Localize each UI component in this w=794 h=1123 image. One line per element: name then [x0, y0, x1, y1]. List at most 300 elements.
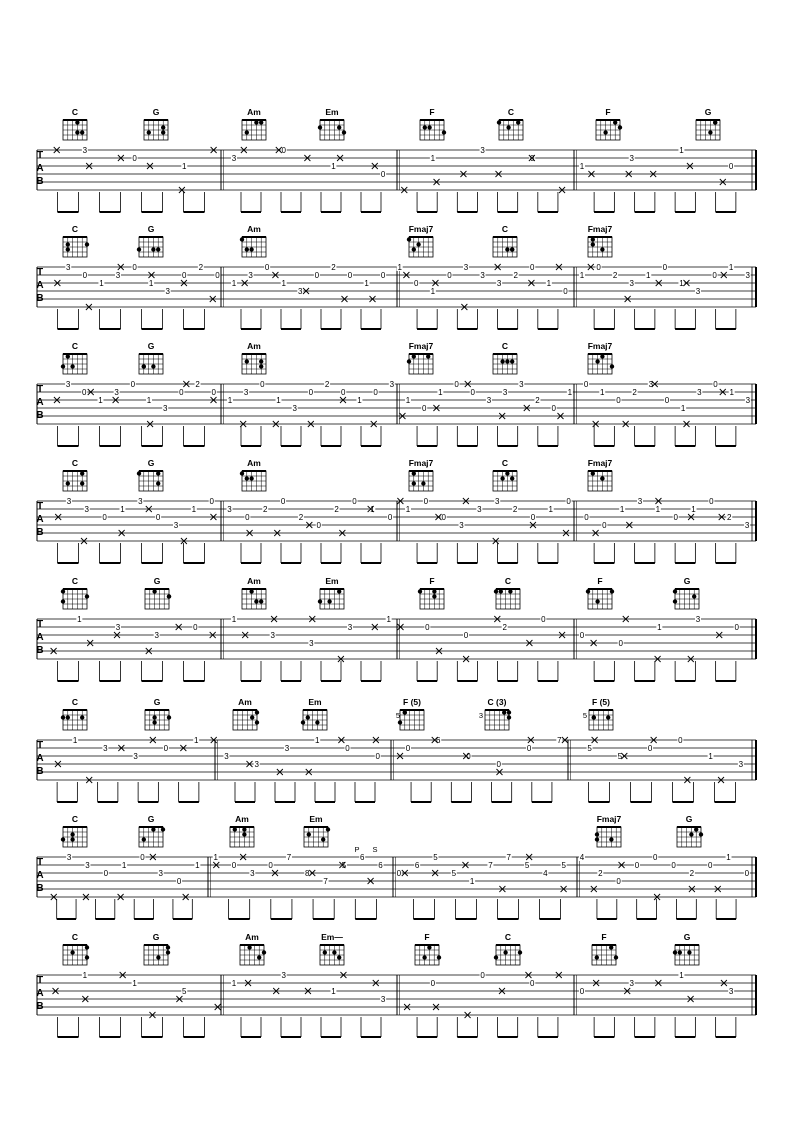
tab-note: 1 — [548, 505, 553, 514]
tab-note: 1 — [657, 623, 662, 632]
chord-diagram — [592, 932, 618, 965]
tab-note: 1 — [120, 505, 125, 514]
chord-diagram — [318, 576, 344, 609]
tab-note: 1 — [386, 615, 391, 624]
rhythm-group — [241, 543, 381, 563]
finger-dot — [70, 950, 74, 954]
chord-name: C — [71, 576, 79, 586]
tab-note: 1 — [331, 987, 336, 996]
tab-note: 3 — [495, 497, 500, 506]
tab-note: 3 — [738, 760, 744, 769]
tab-note: 0 — [496, 760, 502, 769]
tab-note: 1 — [567, 388, 573, 397]
chord-diagram — [596, 107, 622, 140]
rhythm-group — [57, 899, 193, 919]
chord-name: G — [152, 932, 160, 942]
tab-note: 2 — [334, 505, 339, 514]
chord-name: Em — [309, 814, 323, 824]
tab-note: 3 — [133, 752, 138, 761]
tab-note: 3 — [66, 497, 72, 506]
finger-dot — [510, 359, 514, 363]
tab-note: 0 — [82, 388, 87, 397]
chord-diagram — [673, 576, 699, 609]
chord-name: F — [601, 932, 607, 942]
rhythm-group — [594, 1017, 736, 1037]
finger-dot — [442, 130, 446, 134]
tab-note: 0 — [466, 752, 471, 761]
tab-clef-letter: T — [36, 150, 44, 161]
tab-note: 3 — [629, 979, 634, 988]
tab-note: 3 — [158, 869, 163, 878]
finger-dot — [255, 710, 259, 714]
tab-note: 1 — [646, 271, 651, 280]
tab-note: 0 — [647, 744, 653, 753]
tab-note: 2 — [512, 505, 518, 514]
finger-dot — [494, 589, 498, 593]
tab-note: 3 — [250, 869, 255, 878]
finger-dot — [245, 359, 249, 363]
finger-dot — [500, 359, 504, 363]
tab-note: 2 — [632, 388, 637, 397]
tab-note: 0 — [380, 170, 386, 179]
chord-name: C — [501, 341, 509, 351]
tab-system — [36, 224, 756, 329]
finger-dot — [713, 120, 717, 124]
tab-note: 3 — [480, 271, 485, 280]
finger-dot — [503, 950, 507, 954]
finger-dot — [505, 471, 509, 475]
tab-clef-letter: T — [36, 501, 44, 512]
tab-staff — [36, 971, 756, 1037]
rhythm-group — [58, 309, 205, 329]
tab-note: 3 — [502, 388, 508, 397]
tab-note: 3 — [519, 380, 524, 389]
chord-name: C — [504, 576, 512, 586]
chord-name: C — [501, 224, 509, 234]
tab-note: 1 — [281, 279, 286, 288]
tab-note: 1 — [231, 979, 237, 988]
finger-dot — [423, 125, 427, 129]
tab-note: 1 — [82, 971, 88, 980]
finger-dot — [591, 471, 595, 475]
chord-name: Am — [247, 458, 261, 468]
chord-diagram — [420, 107, 446, 140]
tab-note: 0 — [480, 971, 485, 980]
finger-dot — [242, 827, 246, 831]
finger-dot — [494, 955, 498, 959]
tab-note: 0 — [430, 979, 436, 988]
finger-dot — [156, 247, 160, 251]
tab-note: 1 — [691, 505, 696, 514]
chord-name: Em — [325, 107, 339, 117]
chord-diagram — [240, 932, 266, 965]
tab-note: 0 — [712, 271, 717, 280]
chord-diagram — [696, 107, 720, 140]
tab-note: 0 — [530, 154, 535, 163]
finger-dot — [147, 130, 151, 134]
tab-note: 0 — [130, 380, 136, 389]
finger-dot — [242, 832, 246, 836]
chord-diagram — [61, 341, 87, 374]
tab-note: 0 — [281, 146, 286, 155]
fret-position-marker: 3 — [478, 711, 484, 720]
finger-dot — [510, 247, 514, 251]
chord-diagram — [242, 107, 266, 140]
finger-dot — [403, 710, 407, 714]
finger-dot — [673, 950, 677, 954]
chord-name: Fmaj7 — [408, 458, 434, 468]
tab-note: 0 — [316, 521, 321, 530]
tab-note: 3 — [637, 497, 643, 506]
finger-dot — [66, 715, 70, 719]
tab-clef-letter: B — [36, 766, 44, 777]
tab-note: 6 — [359, 853, 365, 862]
tab-note: 3 — [254, 760, 259, 769]
tab-note: 3 — [173, 521, 179, 530]
tab-note: 0 — [280, 497, 286, 506]
chord-name: C — [71, 107, 79, 117]
finger-dot — [595, 359, 599, 363]
rhythm-group — [241, 1017, 381, 1037]
tab-note: 1 — [679, 279, 684, 288]
chord-diagram — [588, 458, 613, 491]
chord-name: C — [504, 932, 512, 942]
tab-note: 0 — [209, 497, 214, 506]
finger-dot — [497, 120, 501, 124]
tab-note: 0 — [596, 263, 601, 272]
tab-staff — [36, 497, 756, 563]
rhythm-group — [58, 1017, 205, 1037]
tab-note: 1 — [357, 396, 362, 405]
chord-diagram — [418, 576, 444, 609]
finger-dot — [603, 130, 607, 134]
chord-diagram — [145, 576, 171, 609]
finger-dot — [75, 120, 79, 124]
tab-note: 1 — [231, 279, 237, 288]
tab-note: 6 — [436, 736, 441, 745]
tab-system — [36, 932, 756, 1037]
tab-clef-letter: B — [36, 176, 44, 187]
tab-note: 3 — [114, 388, 119, 397]
finger-dot — [249, 589, 253, 593]
tab-note: 3 — [347, 623, 353, 632]
finger-dot — [233, 827, 237, 831]
tab-note: 3 — [744, 521, 750, 530]
tab-note: 1 — [438, 388, 443, 397]
tab-note: 0 — [441, 513, 446, 522]
finger-dot — [166, 945, 170, 949]
tab-note: 2 — [263, 505, 268, 514]
tab-note: 0 — [618, 639, 623, 648]
finger-dot — [156, 471, 160, 475]
tab-staff — [36, 263, 756, 329]
rhythm-group — [411, 782, 552, 802]
chord-name: Fmaj7 — [587, 341, 613, 351]
tab-note: 0 — [526, 744, 532, 753]
chord-name: Am — [247, 107, 261, 117]
chord-name: G — [704, 107, 712, 117]
tab-note: 3 — [84, 505, 89, 514]
fret-position-marker: 5 — [582, 711, 588, 720]
finger-dot — [156, 955, 160, 959]
chord-diagram — [595, 814, 622, 847]
tab-staff — [36, 615, 756, 681]
chord-diagram — [137, 458, 163, 491]
chord-name: G — [683, 576, 691, 586]
tab-note: 1 — [227, 396, 233, 405]
tab-note: 3 — [103, 744, 108, 753]
tab-note: 3 — [629, 279, 634, 288]
finger-dot — [259, 364, 263, 368]
finger-dot — [318, 125, 322, 129]
tab-note: 1 — [680, 404, 686, 413]
chord-diagram — [145, 697, 171, 730]
tab-note: 2 — [198, 263, 204, 272]
chord-name: G — [147, 341, 155, 351]
tab-note: 1 — [430, 287, 436, 296]
chord-name: Em — [325, 576, 339, 586]
tab-note: 1 — [231, 615, 237, 624]
tab-note: 0 — [193, 623, 198, 632]
finger-dot — [61, 599, 65, 603]
tab-note: 3 — [85, 861, 90, 870]
finger-dot — [307, 832, 311, 836]
finger-dot — [167, 715, 171, 719]
tab-note: 0 — [211, 388, 216, 397]
chord-name: C — [71, 224, 79, 234]
chord-diagram — [242, 341, 266, 374]
finger-dot — [75, 130, 79, 134]
chord-name: Am — [235, 814, 249, 824]
rhythm-group — [594, 192, 736, 212]
tab-note: 1 — [276, 396, 281, 405]
tab-note: 1 — [331, 162, 336, 171]
tab-note: 1 — [370, 505, 375, 514]
chord-name: G — [153, 576, 161, 586]
rhythm-group — [417, 1017, 558, 1037]
finger-dot — [692, 594, 696, 598]
tab-system — [36, 576, 756, 681]
tab-note: 1 — [148, 279, 154, 288]
tab-note: 3 — [480, 146, 485, 155]
tab-note: 0 — [373, 388, 378, 397]
tab-system — [36, 458, 756, 563]
tab-note: 5 — [182, 987, 187, 996]
tab-note: 1 — [726, 853, 731, 862]
finger-dot — [249, 247, 253, 251]
tab-note: 3 — [728, 987, 734, 996]
tab-note: 7 — [323, 877, 328, 886]
finger-dot — [595, 599, 599, 603]
chord-diagram — [320, 932, 344, 965]
finger-dot — [245, 130, 249, 134]
tab-clef-letter: A — [36, 163, 44, 174]
tab-note: 0 — [707, 861, 713, 870]
chord-name: Fmaj7 — [408, 224, 434, 234]
finger-dot — [499, 589, 503, 593]
tab-note: 5 — [524, 861, 530, 870]
tab-note: 0 — [563, 287, 568, 296]
tab-note: 0 — [709, 497, 714, 506]
tab-note: 0 — [530, 513, 536, 522]
finger-dot — [262, 950, 266, 954]
tab-note: 0 — [102, 513, 107, 522]
tab-clef-letter: T — [36, 267, 44, 278]
finger-dot — [254, 599, 258, 603]
finger-dot — [85, 945, 89, 949]
chord-diagram — [63, 458, 87, 491]
finger-dot — [432, 594, 436, 598]
finger-dot — [673, 599, 677, 603]
chord-name: Am — [245, 932, 259, 942]
rhythm-group — [594, 543, 736, 563]
tab-note: 1 — [546, 279, 552, 288]
tab-note: 0 — [82, 271, 88, 280]
tab-clef-letter: A — [36, 988, 44, 999]
tab-clef-letter: T — [36, 857, 44, 868]
rhythm-group — [58, 426, 205, 446]
finger-dot — [137, 471, 141, 475]
chord-name: Em— — [321, 932, 343, 942]
tab-clef-letter: B — [36, 883, 44, 894]
tab-note: 0 — [584, 513, 589, 522]
tab-note: 3 — [248, 271, 253, 280]
finger-dot — [595, 837, 599, 841]
chord-name: F — [597, 576, 603, 586]
finger-dot — [416, 242, 420, 246]
finger-dot — [259, 359, 263, 363]
chord-name: C — [71, 814, 79, 824]
tab-note: 0 — [530, 263, 535, 272]
finger-dot — [240, 237, 244, 241]
chord-diagram — [301, 697, 327, 730]
chord-diagram — [673, 932, 699, 965]
tab-note: 0 — [447, 271, 452, 280]
finger-dot — [80, 715, 84, 719]
finger-dot — [426, 354, 430, 358]
tab-note: 0 — [347, 271, 353, 280]
tab-note: 0 — [132, 263, 137, 272]
tab-note: 2 — [195, 380, 200, 389]
finger-dot — [592, 715, 596, 719]
tab-note: 1 — [213, 853, 218, 862]
tab-note: 1 — [72, 736, 78, 745]
tab-note: 3 — [298, 287, 303, 296]
finger-dot — [152, 715, 156, 719]
finger-dot — [249, 476, 253, 480]
tab-clef-letter: A — [36, 753, 44, 764]
tab-note: 3 — [745, 396, 751, 405]
chord-name: Fmaj7 — [587, 458, 613, 468]
tab-staff — [36, 380, 756, 446]
finger-dot — [61, 364, 65, 368]
tab-note: 2 — [727, 513, 732, 522]
tab-system — [36, 814, 756, 919]
tab-note: 3 — [243, 388, 249, 397]
finger-dot — [166, 950, 170, 954]
tab-note: 5 — [451, 869, 457, 878]
tab-note: 0 — [541, 615, 546, 624]
chord-diagram — [233, 697, 259, 730]
tab-note: 0 — [387, 513, 393, 522]
tab-clef-letter: B — [36, 1001, 44, 1012]
tab-note: 0 — [664, 396, 670, 405]
tab-note: 1 — [99, 279, 104, 288]
tab-note: 0 — [678, 736, 683, 745]
finger-dot — [421, 481, 425, 485]
finger-dot — [422, 955, 426, 959]
chord-diagram — [61, 576, 89, 609]
tab-note: 1 — [121, 861, 127, 870]
finger-dot — [245, 476, 249, 480]
chord-diagram — [63, 224, 89, 257]
tab-note: 3 — [695, 287, 701, 296]
rhythm-group — [229, 899, 377, 919]
finger-dot — [432, 589, 436, 593]
tab-note: 3 — [459, 521, 464, 530]
tab-note: 0 — [176, 877, 182, 886]
chord-name: Am — [238, 697, 252, 707]
tab-clef-letter: B — [36, 410, 44, 421]
finger-dot — [618, 125, 622, 129]
rhythm-group — [241, 426, 381, 446]
finger-dot — [151, 247, 155, 251]
finger-dot — [337, 955, 341, 959]
finger-dot — [151, 364, 155, 368]
tab-note: 0 — [470, 388, 475, 397]
finger-dot — [507, 710, 511, 714]
technique-marker: P — [354, 845, 360, 854]
finger-dot — [245, 247, 249, 251]
chord-diagram — [61, 814, 87, 847]
rhythm-group — [414, 899, 561, 919]
finger-dot — [609, 837, 613, 841]
finger-dot — [407, 359, 411, 363]
tab-note: 0 — [463, 631, 469, 640]
finger-dot — [610, 589, 614, 593]
finger-dot — [167, 594, 171, 598]
finger-dot — [600, 354, 604, 358]
finger-dot — [332, 950, 336, 954]
chord-diagram — [586, 576, 614, 609]
tab-note: 0 — [671, 861, 676, 870]
tab-note: 3 — [138, 497, 143, 506]
chord-name: G — [683, 932, 691, 942]
tab-note: 0 — [396, 869, 402, 878]
rhythm-group — [594, 426, 736, 446]
finger-dot — [609, 945, 613, 949]
tab-note: 5 — [617, 752, 623, 761]
tab-note: 0 — [602, 521, 607, 530]
chord-diagram — [137, 224, 163, 257]
chord-diagram — [144, 932, 170, 965]
tab-note: 3 — [227, 505, 232, 514]
chord-name: C — [507, 107, 515, 117]
tab-note: 1 — [132, 979, 137, 988]
finger-dot — [254, 120, 258, 124]
finger-dot — [673, 589, 677, 593]
finger-dot — [142, 364, 146, 368]
finger-dot — [412, 481, 416, 485]
finger-dot — [326, 827, 330, 831]
finger-dot — [595, 955, 599, 959]
tab-note: 1 — [600, 388, 605, 397]
chord-diagram — [415, 932, 441, 965]
finger-dot — [255, 720, 259, 724]
tab-note: 0 — [260, 380, 265, 389]
finger-dot — [137, 247, 141, 251]
finger-dot — [80, 481, 84, 485]
